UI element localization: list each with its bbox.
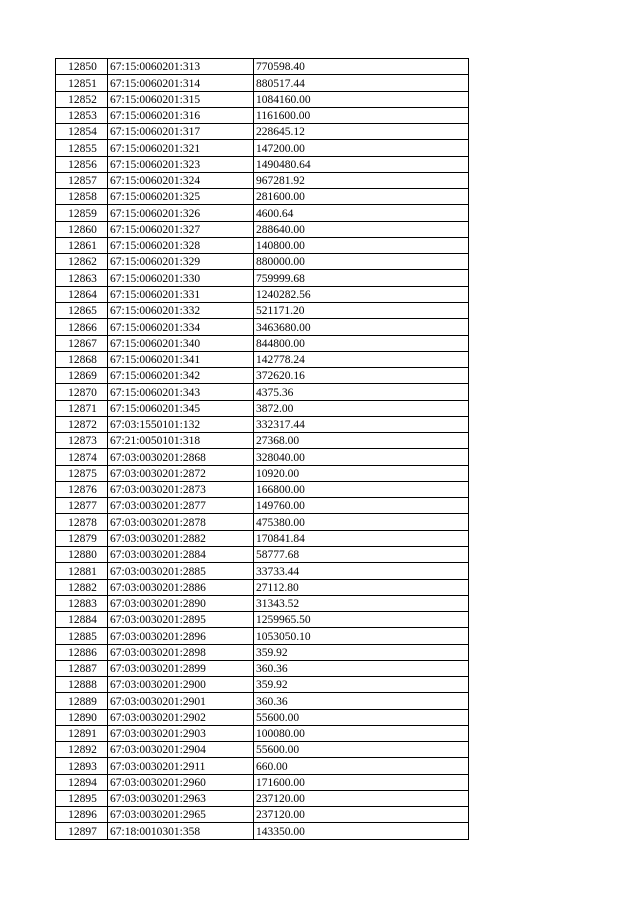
cadastral-number-cell: 67:15:0060201:326 bbox=[108, 205, 254, 221]
row-number-cell: 12891 bbox=[56, 725, 108, 741]
table-row bbox=[56, 433, 469, 449]
table-row bbox=[56, 156, 469, 172]
table-row bbox=[56, 644, 469, 660]
cadastral-value-cell: 660.00 bbox=[254, 758, 469, 774]
table-row bbox=[56, 612, 469, 628]
cadastral-number-cell: 67:15:0060201:328 bbox=[108, 237, 254, 253]
table-row bbox=[56, 286, 469, 302]
cadastral-value-cell: 844800.00 bbox=[254, 335, 469, 351]
cadastral-value-cell: 143350.00 bbox=[254, 823, 469, 839]
row-number-cell: 12855 bbox=[56, 140, 108, 156]
cadastral-value-cell: 521171.20 bbox=[254, 302, 469, 318]
cadastral-value-cell: 281600.00 bbox=[254, 189, 469, 205]
table-row bbox=[56, 579, 469, 595]
cadastral-value-cell: 33733.44 bbox=[254, 563, 469, 579]
cadastral-value-cell: 360.36 bbox=[254, 660, 469, 676]
table-row bbox=[56, 172, 469, 188]
row-number-cell: 12888 bbox=[56, 677, 108, 693]
row-number-cell: 12872 bbox=[56, 416, 108, 432]
cadastral-value-cell: 3872.00 bbox=[254, 400, 469, 416]
table-row bbox=[56, 107, 469, 123]
cadastral-value-cell: 58777.68 bbox=[254, 546, 469, 562]
cadastral-number-cell: 67:15:0060201:343 bbox=[108, 384, 254, 400]
table-row bbox=[56, 693, 469, 709]
row-number-cell: 12892 bbox=[56, 742, 108, 758]
cadastral-value-cell: 100080.00 bbox=[254, 725, 469, 741]
cadastral-value-cell: 372620.16 bbox=[254, 368, 469, 384]
row-number-cell: 12865 bbox=[56, 302, 108, 318]
table-row bbox=[56, 823, 469, 839]
row-number-cell: 12863 bbox=[56, 270, 108, 286]
table-row bbox=[56, 140, 469, 156]
cadastral-value-cell: 359.92 bbox=[254, 644, 469, 660]
cadastral-number-cell: 67:15:0060201:341 bbox=[108, 351, 254, 367]
table-row bbox=[56, 124, 469, 140]
cadastral-number-cell: 67:03:0030201:2885 bbox=[108, 563, 254, 579]
table-row bbox=[56, 400, 469, 416]
row-number-cell: 12853 bbox=[56, 107, 108, 123]
table-row bbox=[56, 270, 469, 286]
cadastral-number-cell: 67:15:0060201:327 bbox=[108, 221, 254, 237]
table-row bbox=[56, 368, 469, 384]
row-number-cell: 12873 bbox=[56, 433, 108, 449]
table-row bbox=[56, 774, 469, 790]
cadastral-number-cell: 67:15:0060201:330 bbox=[108, 270, 254, 286]
table-row bbox=[56, 530, 469, 546]
cadastral-number-cell: 67:15:0060201:329 bbox=[108, 254, 254, 270]
row-number-cell: 12866 bbox=[56, 319, 108, 335]
table-body bbox=[56, 59, 469, 840]
row-number-cell: 12882 bbox=[56, 579, 108, 595]
row-number-cell: 12868 bbox=[56, 351, 108, 367]
cadastral-value-cell: 475380.00 bbox=[254, 514, 469, 530]
cadastral-value-cell: 55600.00 bbox=[254, 709, 469, 725]
cadastral-value-cell: 4600.64 bbox=[254, 205, 469, 221]
table-row bbox=[56, 335, 469, 351]
row-number-cell: 12884 bbox=[56, 612, 108, 628]
row-number-cell: 12879 bbox=[56, 530, 108, 546]
cadastral-value-cell: 1053050.10 bbox=[254, 628, 469, 644]
cadastral-value-cell: 140800.00 bbox=[254, 237, 469, 253]
table-row bbox=[56, 237, 469, 253]
row-number-cell: 12874 bbox=[56, 449, 108, 465]
row-number-cell: 12857 bbox=[56, 172, 108, 188]
table-row bbox=[56, 758, 469, 774]
row-number-cell: 12886 bbox=[56, 644, 108, 660]
cadastral-number-cell: 67:03:0030201:2886 bbox=[108, 579, 254, 595]
cadastral-value-cell: 171600.00 bbox=[254, 774, 469, 790]
row-number-cell: 12880 bbox=[56, 546, 108, 562]
cadastral-number-cell: 67:15:0060201:323 bbox=[108, 156, 254, 172]
cadastral-number-cell: 67:15:0060201:321 bbox=[108, 140, 254, 156]
table-row bbox=[56, 807, 469, 823]
table-row bbox=[56, 319, 469, 335]
table-row bbox=[56, 302, 469, 318]
table-row bbox=[56, 481, 469, 497]
row-number-cell: 12864 bbox=[56, 286, 108, 302]
row-number-cell: 12854 bbox=[56, 124, 108, 140]
cadastral-value-cell: 27368.00 bbox=[254, 433, 469, 449]
table-row bbox=[56, 384, 469, 400]
row-number-cell: 12883 bbox=[56, 595, 108, 611]
row-number-cell: 12875 bbox=[56, 465, 108, 481]
cadastral-number-cell: 67:03:0030201:2896 bbox=[108, 628, 254, 644]
row-number-cell: 12881 bbox=[56, 563, 108, 579]
row-number-cell: 12890 bbox=[56, 709, 108, 725]
cadastral-number-cell: 67:18:0010301:358 bbox=[108, 823, 254, 839]
table-row bbox=[56, 677, 469, 693]
table-row bbox=[56, 351, 469, 367]
row-number-cell: 12893 bbox=[56, 758, 108, 774]
row-number-cell: 12889 bbox=[56, 693, 108, 709]
cadastral-number-cell: 67:03:0030201:2872 bbox=[108, 465, 254, 481]
cadastral-value-cell: 149760.00 bbox=[254, 498, 469, 514]
cadastral-number-cell: 67:03:0030201:2898 bbox=[108, 644, 254, 660]
row-number-cell: 12870 bbox=[56, 384, 108, 400]
cadastral-number-cell: 67:15:0060201:316 bbox=[108, 107, 254, 123]
cadastral-value-cell: 237120.00 bbox=[254, 790, 469, 806]
cadastral-value-cell: 770598.40 bbox=[254, 59, 469, 75]
cadastral-number-cell: 67:15:0060201:324 bbox=[108, 172, 254, 188]
row-number-cell: 12860 bbox=[56, 221, 108, 237]
cadastral-number-cell: 67:03:0030201:2878 bbox=[108, 514, 254, 530]
table-row bbox=[56, 449, 469, 465]
cadastral-value-cell: 880000.00 bbox=[254, 254, 469, 270]
cadastral-number-cell: 67:03:0030201:2902 bbox=[108, 709, 254, 725]
cadastral-number-cell: 67:03:0030201:2882 bbox=[108, 530, 254, 546]
cadastral-number-cell: 67:15:0060201:332 bbox=[108, 302, 254, 318]
cadastral-number-cell: 67:03:0030201:2899 bbox=[108, 660, 254, 676]
table-row bbox=[56, 75, 469, 91]
table-row bbox=[56, 709, 469, 725]
cadastral-value-cell: 27112.80 bbox=[254, 579, 469, 595]
cadastral-value-cell: 170841.84 bbox=[254, 530, 469, 546]
row-number-cell: 12861 bbox=[56, 237, 108, 253]
cadastral-number-cell: 67:15:0060201:314 bbox=[108, 75, 254, 91]
cadastral-value-cell: 1259965.50 bbox=[254, 612, 469, 628]
row-number-cell: 12869 bbox=[56, 368, 108, 384]
table-row bbox=[56, 205, 469, 221]
cadastral-value-cell: 332317.44 bbox=[254, 416, 469, 432]
table-row bbox=[56, 563, 469, 579]
row-number-cell: 12856 bbox=[56, 156, 108, 172]
table-row bbox=[56, 59, 469, 75]
table-row bbox=[56, 595, 469, 611]
table-row bbox=[56, 790, 469, 806]
table-row bbox=[56, 91, 469, 107]
row-number-cell: 12876 bbox=[56, 481, 108, 497]
cadastral-number-cell: 67:15:0060201:334 bbox=[108, 319, 254, 335]
cadastral-number-cell: 67:03:0030201:2877 bbox=[108, 498, 254, 514]
row-number-cell: 12897 bbox=[56, 823, 108, 839]
cadastral-value-cell: 967281.92 bbox=[254, 172, 469, 188]
row-number-cell: 12852 bbox=[56, 91, 108, 107]
cadastral-number-cell: 67:15:0060201:342 bbox=[108, 368, 254, 384]
cadastral-number-cell: 67:21:0050101:318 bbox=[108, 433, 254, 449]
cadastral-number-cell: 67:15:0060201:331 bbox=[108, 286, 254, 302]
cadastral-number-cell: 67:03:0030201:2963 bbox=[108, 790, 254, 806]
row-number-cell: 12859 bbox=[56, 205, 108, 221]
cadastral-value-cell: 1084160.00 bbox=[254, 91, 469, 107]
cadastral-value-cell: 288640.00 bbox=[254, 221, 469, 237]
cadastral-value-cell: 147200.00 bbox=[254, 140, 469, 156]
table-row bbox=[56, 514, 469, 530]
table-row bbox=[56, 546, 469, 562]
cadastral-value-cell: 1161600.00 bbox=[254, 107, 469, 123]
row-number-cell: 12850 bbox=[56, 59, 108, 75]
cadastral-number-cell: 67:03:0030201:2890 bbox=[108, 595, 254, 611]
cadastral-number-cell: 67:15:0060201:325 bbox=[108, 189, 254, 205]
cadastral-value-cell: 10920.00 bbox=[254, 465, 469, 481]
cadastral-value-cell: 359.92 bbox=[254, 677, 469, 693]
table-row bbox=[56, 742, 469, 758]
cadastral-value-table bbox=[55, 58, 469, 840]
table-row bbox=[56, 189, 469, 205]
cadastral-number-cell: 67:03:0030201:2884 bbox=[108, 546, 254, 562]
row-number-cell: 12862 bbox=[56, 254, 108, 270]
cadastral-value-cell: 4375.36 bbox=[254, 384, 469, 400]
row-number-cell: 12877 bbox=[56, 498, 108, 514]
table-row bbox=[56, 498, 469, 514]
table-row bbox=[56, 254, 469, 270]
cadastral-value-cell: 142778.24 bbox=[254, 351, 469, 367]
table-row bbox=[56, 221, 469, 237]
cadastral-number-cell: 67:15:0060201:340 bbox=[108, 335, 254, 351]
cadastral-value-cell: 3463680.00 bbox=[254, 319, 469, 335]
row-number-cell: 12867 bbox=[56, 335, 108, 351]
cadastral-number-cell: 67:15:0060201:315 bbox=[108, 91, 254, 107]
cadastral-number-cell: 67:15:0060201:345 bbox=[108, 400, 254, 416]
cadastral-number-cell: 67:03:0030201:2873 bbox=[108, 481, 254, 497]
cadastral-number-cell: 67:15:0060201:313 bbox=[108, 59, 254, 75]
cadastral-value-cell: 880517.44 bbox=[254, 75, 469, 91]
cadastral-value-cell: 237120.00 bbox=[254, 807, 469, 823]
cadastral-number-cell: 67:03:0030201:2900 bbox=[108, 677, 254, 693]
cadastral-value-cell: 55600.00 bbox=[254, 742, 469, 758]
row-number-cell: 12887 bbox=[56, 660, 108, 676]
cadastral-value-cell: 31343.52 bbox=[254, 595, 469, 611]
cadastral-value-cell: 228645.12 bbox=[254, 124, 469, 140]
row-number-cell: 12858 bbox=[56, 189, 108, 205]
cadastral-value-cell: 328040.00 bbox=[254, 449, 469, 465]
row-number-cell: 12894 bbox=[56, 774, 108, 790]
row-number-cell: 12871 bbox=[56, 400, 108, 416]
row-number-cell: 12878 bbox=[56, 514, 108, 530]
cadastral-number-cell: 67:03:0030201:2895 bbox=[108, 612, 254, 628]
table-row bbox=[56, 725, 469, 741]
cadastral-number-cell: 67:03:0030201:2903 bbox=[108, 725, 254, 741]
cadastral-number-cell: 67:03:0030201:2904 bbox=[108, 742, 254, 758]
row-number-cell: 12895 bbox=[56, 790, 108, 806]
cadastral-number-cell: 67:03:0030201:2901 bbox=[108, 693, 254, 709]
cadastral-number-cell: 67:03:0030201:2960 bbox=[108, 774, 254, 790]
cadastral-number-cell: 67:03:0030201:2868 bbox=[108, 449, 254, 465]
cadastral-number-cell: 67:03:0030201:2911 bbox=[108, 758, 254, 774]
cadastral-value-cell: 1240282.56 bbox=[254, 286, 469, 302]
cadastral-value-cell: 166800.00 bbox=[254, 481, 469, 497]
cadastral-value-cell: 759999.68 bbox=[254, 270, 469, 286]
cadastral-number-cell: 67:03:0030201:2965 bbox=[108, 807, 254, 823]
row-number-cell: 12896 bbox=[56, 807, 108, 823]
table-row bbox=[56, 628, 469, 644]
cadastral-value-cell: 360.36 bbox=[254, 693, 469, 709]
cadastral-value-cell: 1490480.64 bbox=[254, 156, 469, 172]
table-row bbox=[56, 416, 469, 432]
cadastral-number-cell: 67:03:1550101:132 bbox=[108, 416, 254, 432]
row-number-cell: 12851 bbox=[56, 75, 108, 91]
row-number-cell: 12885 bbox=[56, 628, 108, 644]
table-row bbox=[56, 465, 469, 481]
table-row bbox=[56, 660, 469, 676]
cadastral-number-cell: 67:15:0060201:317 bbox=[108, 124, 254, 140]
